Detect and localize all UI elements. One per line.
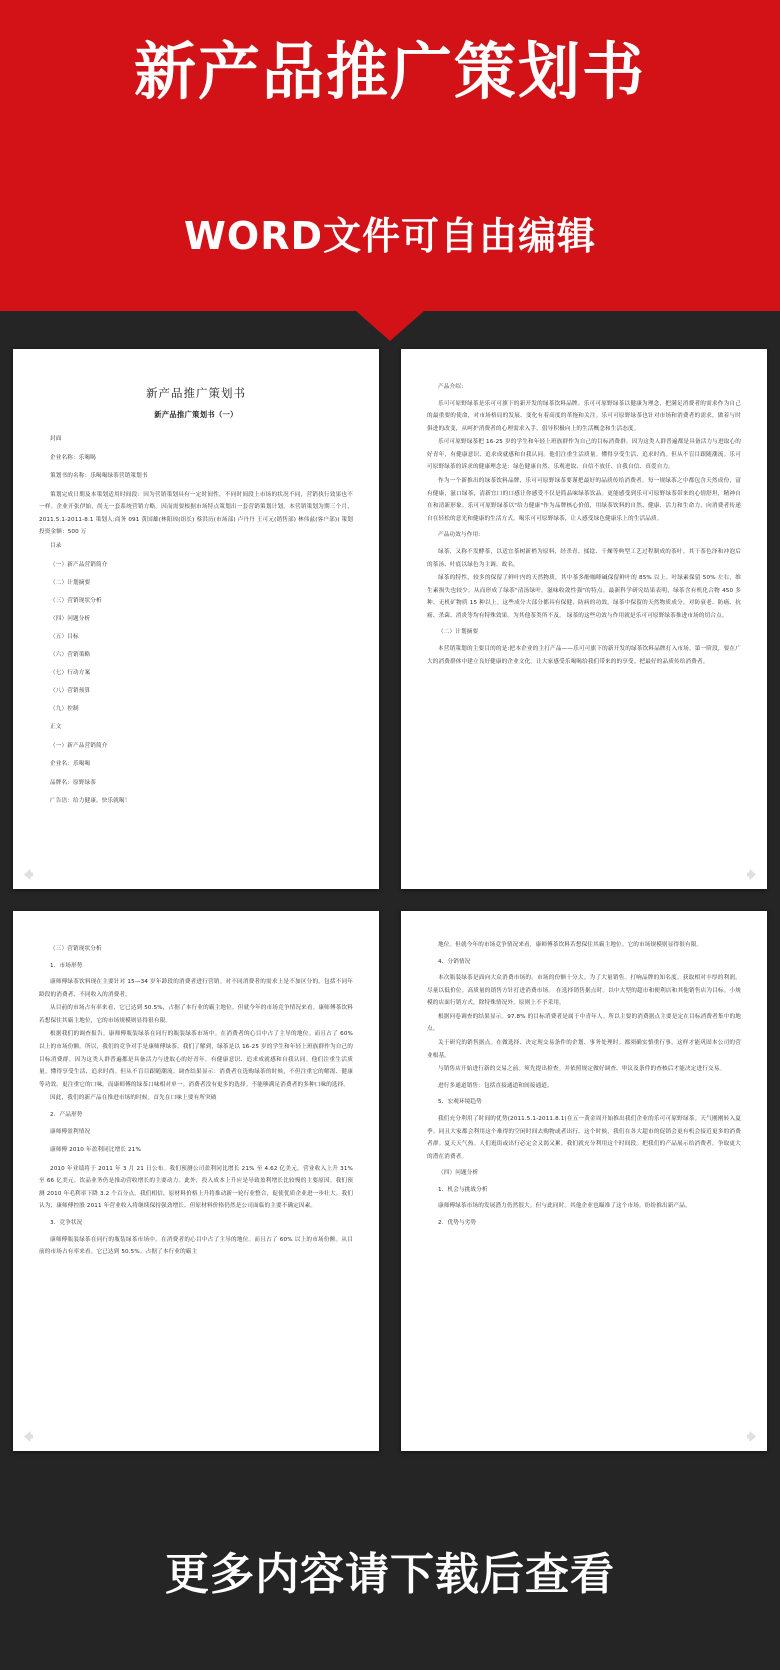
paragraph: 绿茶，又称不发酵茶，以适宜茶树新梢为原料，经杀青、揉捻、干燥等典型工艺过程制成的茶叶。其干茶色泽和冲泡后的茶汤、叶底以绿色为主调。故名。 — [427, 548, 741, 568]
paragraph: 本次瓶装绿茶是面向大众消费市场的。市场的份额十分大。为了大量销售。打响品牌的知名度。获取相对丰厚的利润。尽量以低价位。高质量的销售方针打进消费市场。 在选择销售据点时。以中大型的超市和便利店和其他销售店为目标。小规模的店面行销方式，除特殊情况外。原则上不予采用。 — [427, 975, 741, 1007]
paragraph: 2010 年业绩将于 2011 年 3 月 21 日公布。我们预测公司盈利同比增长 21% 至 4.62 亿美元。营业收入上升 31% 至 66 亿美元。饮品业务仍是推动营收增长的主要动力。此外，投入成本上升应是导致盈利增长比较慢的主要原因。我们预测 2010 年毛利率下降 3.2 个百分点。我们相信，原材料价格上升将推动新一轮行业整合，促使优质企业进一步壮大。我们认为，康师傅控股 2011 年营业收入将继续保持强劲增长。但原材料价格仍然是公司面临的主要不确定因素。 — [39, 1165, 353, 1210]
paragraph: 产品功效与作用： — [438, 532, 484, 539]
paragraph: 1．市场形势 — [50, 962, 83, 969]
paragraph: 康师傅盈利情况 — [50, 1128, 91, 1135]
paragraph: 根据问卷调查的结果显示。97.8% 的目标消费者是属于中青年人。所以主要的消费据点主要是定在目标消费者集中的地点。 — [427, 1013, 741, 1033]
paragraph: （二）计划摘要 — [438, 629, 479, 636]
page-3-body — [39, 943, 353, 1259]
page-4-body — [427, 939, 741, 1230]
arrow-left-icon[interactable] — [22, 1430, 35, 1443]
paragraph: 企业名称：乐喝喝 — [50, 454, 96, 461]
document-page-2[interactable] — [401, 349, 767, 889]
paragraph: （七）行动方案 — [50, 670, 91, 677]
paragraph: 策划完成日期及本策划适用时间段：因为营销策划具有一定时间性，不同时间段上市场的状况不同，营销执行效果也不一样。企业开张伊始，尚无一套系统营销方略。因而需要根据市场特点策划出一套营销策划计划。本营销策划为期三个月，2011.5.1-2011-8.1 策划人:商务 091 黄国雄(林阳琼(组长) 蔡洪历(市场部) 卢丹丹 王可元(销售部) 林伟兹(客户部)) 策划投资金额：500 万 — [39, 491, 353, 536]
paragraph: 关于研究的销售据点。在做选择、决定现交易条件的企划、事务处理时。都须确实慎重行事。这样才能巩固本公司的营业根基。 — [427, 1040, 741, 1059]
paragraph: 2．优势与劣势 — [438, 1219, 477, 1226]
paragraph: 策划书的名称：乐喝喝绿茶营销策划书 — [50, 473, 148, 480]
paragraph: 乐可可原野绿茶把 16-25 岁的学生和年轻上班族群作为自己的目标消费群。因为这类人群普遍都是具备活力与进取心的好青年，有健康意识、追求成就感和自我认同。他们注重生活质量。懂得享受生活、追求时尚。但从不盲目跟随潮流。乐可可原野绿茶的诉求的健康理念是：绿色健康自然、乐观进取、自信不放任、自我自信、真爱自力。 — [427, 439, 741, 471]
paragraph: 4．分销情况 — [438, 958, 471, 965]
paragraph: 康师傅瓶装绿茶在同行的瓶装绿茶市场中。在消费者的心目中占了主导的地位。而且占了 60% 以上的市场份额。从目前的市场占有率来看。它已达到 50.5%。占据了本行业的霸主 — [39, 1236, 353, 1256]
paragraph: 康师傅 2010 年盈利同比增长 21% — [50, 1147, 141, 1154]
hero-subtitle: WORD文件可自由编辑 — [183, 214, 597, 258]
paragraph: 企业名：乐喝喝 — [50, 760, 91, 767]
page-1-title: 新产品推广策划书 — [146, 386, 246, 400]
paragraph: 3．竞争状况 — [50, 1219, 83, 1226]
paragraph: 因此，我们的新产品在推进市场的时候。首先在口味上要有所突破 — [50, 1095, 217, 1102]
arrow-right-icon[interactable] — [745, 1430, 758, 1443]
paragraph: （四）问题分析 — [50, 615, 91, 622]
paragraph: （三）营销现状分析 — [50, 597, 102, 604]
paragraph: 产品介绍： — [438, 384, 467, 390]
paragraph: 5．宏观环境趋势 — [438, 1099, 482, 1106]
paragraph: （一）新产品营销简介 — [50, 561, 108, 568]
document-page-1[interactable] — [13, 349, 379, 889]
paragraph: 根据我们的调查报告。康师傅瓶装绿茶在同行的瓶装绿茶市场中。在消费者的心目中占了主导的地位。而且占了 60% 以上的市场份额。所以，我们的竞争对手是康师傅绿茶。我们了解到，绿茶是以 16-25 岁的学生和年轻上班族群作为自己的目标消费群。因为这类人群普遍都是具备活力与进取心的好青年。有健康意识、追求成就感和自我认同。他们注重生活质量。懂得享受生活、追求时尚。但从不盲目跟随潮流。调查结果显示：消费者在选购绿茶的时候，不但注重它的解渴、健康等功效。更注重它的口味。而康师傅的绿茶口味相对单一。消费者没有更多的选择。不能够满足消费者的多种口味的选择。 — [39, 1031, 353, 1088]
paragraph: 封面 — [50, 436, 62, 442]
arrow-left-icon[interactable] — [22, 868, 35, 881]
paragraph: 与销售店开始进行新的交易之前。须先提出检查。并依照规定做好调查、审议及条件的查核后才能决定进行交易。 — [438, 1066, 726, 1073]
paragraph: 乐可可原野绿茶是乐可可旗下的新开发的绿茶饮料品牌。乐可可原野绿茶以健康为理念，把满足消费者的需求作为自己的最重要的使命，对市场格局的发展、变化有着高度的革拖和关注。乐可可原野绿茶也针对市场和消费者的需求，做着与时俱进的改变，从呵护消费者的心理需求入手，倡导积极向上的生活概念和生活态度。 — [427, 400, 741, 432]
paragraph: 地位。但就今年的市场竞争情况来看，康师傅茶饮料若想保住其霸主地位。它的市场规模则显得很有限。 — [438, 942, 703, 948]
hero-arrow-pointer — [356, 311, 424, 341]
paragraph: 广告语：给力健康，快乐就喝！ — [50, 798, 131, 805]
paragraph: （四）问题分析 — [438, 1170, 479, 1177]
paragraph: （六）营销策略 — [50, 652, 91, 659]
paragraph: 1．机会与挑战分析 — [438, 1186, 488, 1193]
hero-banner — [0, 0, 780, 311]
paragraph: 正文 — [50, 724, 62, 731]
page-2-body — [427, 381, 741, 668]
paragraph: （五）目标 — [50, 633, 79, 640]
paragraph: 康师傅绿茶市场的发展潜力仍然很大。但与此同时。其他企业也瞄准了这个市场。纷纷推出新产品。 — [438, 1203, 691, 1210]
paragraph: 作为一个新推出的绿茶饮料品牌，乐可可原野绿茶要谨把最好的品质传给消费者。每一规绿茶之中都包含天然成份，富有健康，滋口绿茶，清新宜口的口感让你感受不仅是简品味绿茶饮品。更能感受到乐可可原野绿茶带来的心情舒坦，精神自在和清新形象。乐可可原野绿茶以"给力健康"作为品牌核心价值，用绿茶饮料的自然、健康、活力和生命力，向消费者传递自在轻松的意光和健康的生活方式。喝乐可可原野绿茶，让人感受绿色健康乐上的生活品质。 — [427, 478, 741, 522]
document-page-4[interactable] — [401, 911, 767, 1451]
document-preview-grid — [0, 349, 780, 1457]
paragraph: （三）营销现状分析 — [50, 946, 102, 952]
paragraph: （八）营销预算 — [50, 688, 91, 695]
paragraph: 我们充分利用了时间的优势(2011.5.1-2011.8.1)在五一黄金周开始推出我们企业的乐可可原野绿茶。天气刚刚转入夏季。同且大家都会利用这个难得的空闲时间去购物或者出行。这个时候，我们在各大超市的促销会更有机会接近更多的消费者群。夏天天气热。人们逛街或出行必定会又渴又累。我们就充分利用这个时间段。把我们的产品展示给消费者。争取更大的潜在消费者。 — [427, 1115, 741, 1160]
paragraph: 目录 — [50, 543, 62, 550]
footer-text: 更多内容请下载后查看 — [165, 1549, 615, 1600]
paragraph: （二）计划摘要 — [50, 579, 91, 586]
paragraph: 本营销策划的主要目的的是:把本企业的主打产品——乐可可旗下的新开发的绿茶饮料品牌打入市场。第一阶段，要在广大的消费群体中建立良好健康的企业文化。让大家感受乐喝喝给我们带来的的享受。把最好的品质传给消费者。 — [427, 645, 741, 665]
page-1-subtitle: 新产品推广策划书（一） — [154, 410, 238, 419]
page-1-body — [39, 433, 353, 808]
paragraph: （九）控制 — [50, 706, 79, 713]
paragraph: 康师傅绿茶饮料现在主要针对 15—34 岁年龄段的消费者进行营销。对不同消费者的需求上是不加区分的。包括不同年龄段的消费者、不同收入的消费者。 — [39, 979, 353, 998]
paragraph: 进行多通道销售：包括直接通道和间接通道。 — [438, 1082, 553, 1089]
paragraph: （一）新产品营销简介 — [50, 742, 108, 749]
footer-banner — [0, 1470, 780, 1670]
paragraph: 2．产品形势 — [50, 1111, 83, 1118]
paragraph: 品牌名：原野绿茶 — [50, 779, 96, 786]
arrow-right-icon[interactable] — [745, 868, 758, 881]
document-page-3[interactable] — [13, 911, 379, 1451]
paragraph: 从目前的市场占有率来看，它已达到 50.5%，占据了本行业的霸主地位。但就今年的市场竞争情况来看。康师傅茶饮料若想保住其霸主地位，它的市场规模则显得很有限。 — [39, 1005, 353, 1024]
hero-title: 新产品推广策划书 — [133, 35, 646, 108]
paragraph: 绿茶的特性，较多的保留了鲜叶内的天然物质。其中茶多酚咖啡碱保留鲜叶的 85% 以上。叶绿素保留 50% 左右，维生素损失也较少。从而形成了绿茶"清汤绿叶。滋味收敛性强"的特点。最新科学研究结果表明，绿茶含有机化合物 450 多种、无机矿物质 15 种以上。这些成分大部分都具有保健、防病的功效。绿茶中保留的天然物质成分。对防衰老、防癌、抗癌、杀菌、消炎等均有特殊效果。为其他茶类所不及。 绿茶的这些功效与作用就是乐可可原野绿茶推进市场的切合点。 — [427, 575, 741, 619]
